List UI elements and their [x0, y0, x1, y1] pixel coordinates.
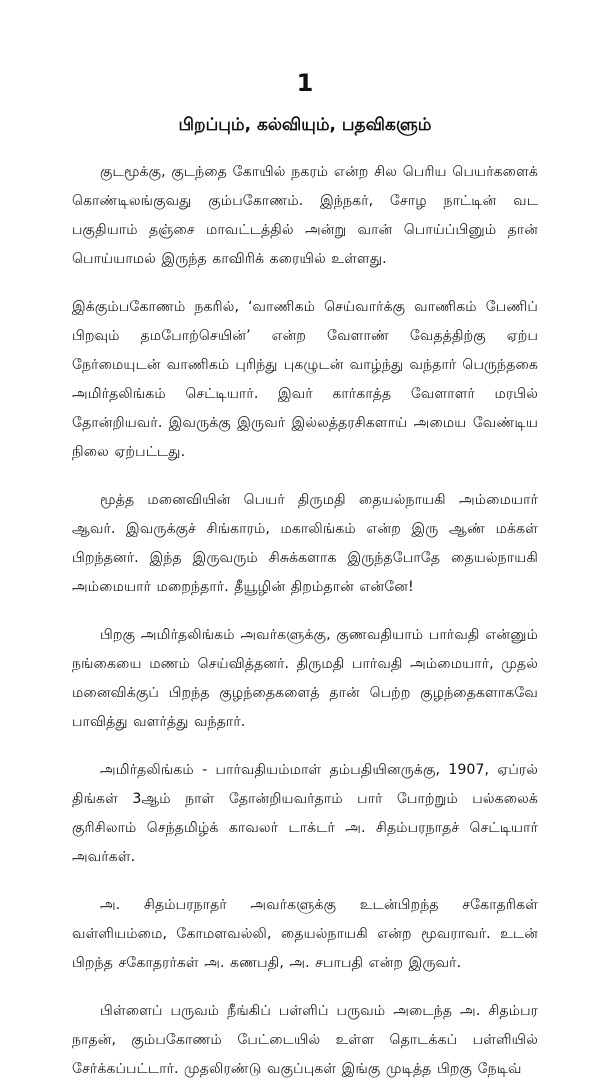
paragraph-6: அ. சிதம்பரநாதர் அவர்களுக்கு உடன்பிறந்த சகோதரிகள் வள்ளியம்மை, கோமளவல்லி, தையல்நாயகி என்ற மூவராவர். உடன் பிறந்த சகோதரர்கள் அ. கணபதி, அ. சபாபதி என்ற இருவர். — [72, 897, 538, 971]
paragraph-1: குடமூக்கு, குடந்தை கோயில் நகரம் என்ற சில பெரிய பெயர்களைக் கொண்டிலங்குவது கும்பகோணம். இந்நகர், சோழ நாட்டின் வட பகுதியாம் தஞ்சை மாவட்டத்தில் அன்று வான் பொய்ப்பினும் தான் பொய்யாமல் இருந்த காவிரிக் கரையில் உள்ளது. — [72, 164, 538, 267]
chapter-number: 1 — [296, 69, 314, 97]
paragraph-4: பிறகு அமிர்தலிங்கம் அவர்களுக்கு, குணவதியாம் பார்வதி என்னும் நங்கையை மணம் செய்வித்தனர். திருமதி பார்வதி அம்மையார், முதல் மனைவிக்குப் பிறந்த குழந்தைகளைத் தான் பெற்ற குழந்தைகளாகவே பாவித்து வளர்த்து வந்தார். — [72, 627, 538, 730]
paragraph-7: பிள்ளைப் பருவம் நீங்கிப் பள்ளிப் பருவம் அடைந்த அ. சிதம்பர நாதன், கும்பகோணம் பேட்டையில் உள்ள தொடக்கப் பள்ளியில் சேர்க்கப்பட்டார். முதலிரண்டு வகுப்புகள் இங்கு முடித்த பிறகு நேடிவ் — [72, 1003, 538, 1077]
paragraph-2: இக்கும்பகோணம் நகரில், ‘வாணிகம் செய்வார்க்கு வாணிகம் பேணிப் பிறவும் தமபோற்செயின்’ என்ற வேளாண் வேதத்திற்கு ஏற்ப நேர்மையுடன் வாணிகம் புரிந்து புகழுடன் வாழ்ந்து வந்தார் பெருந்தகை அமிர்தலிங்கம் செட்டியார். இவர் கார்காத்த வேளாளர் மரபில் தோன்றியவர். இவருக்கு இருவர் இல்லத்தரசிகளாய் அமைய வேண்டிய நிலை ஏற்பட்டது. — [72, 299, 538, 460]
chapter-title: பிறப்பும், கல்வியும், பதவிகளும் — [178, 115, 432, 135]
paragraph-5: அமிர்தலிங்கம் - பார்வதியம்மாள் தம்பதியினருக்கு, 1907, ஏப்ரல் திங்கள் 3ஆம் நாள் தோன்றியவர்தாம் பார் போற்றும் பல்கலைக் குரிசிலாம் செந்தமிழ்க் காவலர் டாக்டர் அ. சிதம்பரநாதச் செட்டியார் அவர்கள். — [72, 762, 538, 865]
paragraph-3: மூத்த மனைவியின் பெயர் திருமதி தையல்நாயகி அம்மையார் ஆவர். இவருக்குச் சிங்காரம், மகாலிங்கம் என்ற இரு ஆண் மக்கள் பிறந்தனர். இந்த இருவரும் சிசுக்களாக இருந்தபோதே தையல்நாயகி அம்மையார் மறைந்தார். தீயூழின் திறம்தான் என்னே! — [72, 492, 538, 595]
